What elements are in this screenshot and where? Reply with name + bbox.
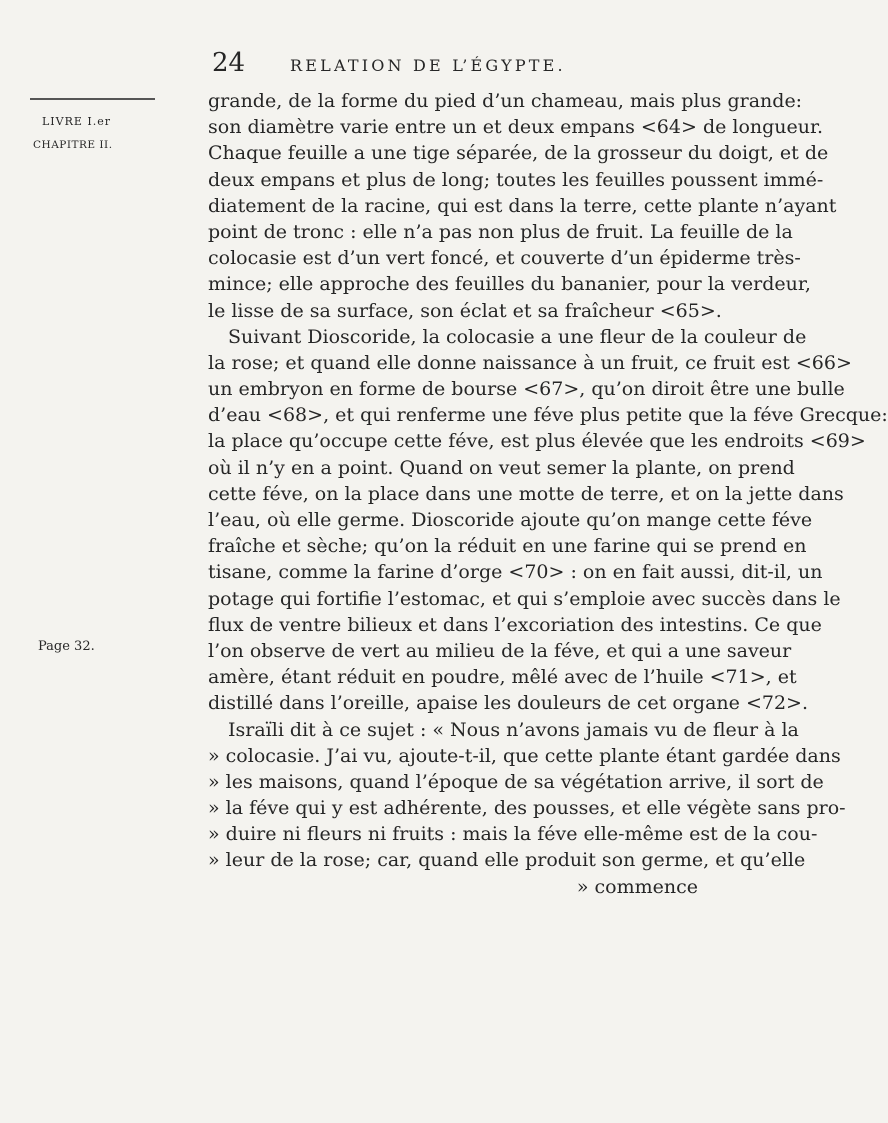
text-line: point de tronc : elle n’a pas non plus de fruit. La feuille de la	[208, 220, 793, 243]
body-text	[208, 88, 888, 900]
text-line: son diamètre varie entre un et deux empans <64> de longueur.	[208, 116, 824, 139]
text-line: Suivant Dioscoride, la colocasie a une fleur de la couleur de	[228, 325, 807, 348]
text-line: cette féve, on la place dans une motte de terre, et on la jette dans	[208, 482, 844, 505]
text-line: mince; elle approche des feuilles du bananier, pour la verdeur,	[208, 273, 811, 296]
catchword: » commence	[576, 875, 698, 898]
page-number: 24	[212, 48, 246, 78]
text-line: d’eau <68>, et qui renferme une féve plus petite que la féve Grecque:	[208, 404, 888, 427]
text-line: tisane, comme la farine d’orge <70> : on en fait aussi, dit-il, un	[208, 561, 823, 584]
text-line: potage qui fortifie l’estomac, et qui s’emploie avec succès dans le	[208, 587, 841, 610]
text-line: l’eau, où elle germe. Dioscoride ajoute qu’on mange cette féve	[208, 509, 813, 531]
text-line: un embryon en forme de bourse <67>, qu’on diroit être une bulle	[208, 378, 845, 401]
margin-chapter-label: CHAPITRE II.	[33, 139, 113, 151]
text-line: l’on observe de vert au milieu de la féve, et qui a une saveur	[208, 639, 792, 662]
text-line: fraîche et sèche; qu’on la réduit en une farine qui se prend en	[208, 535, 807, 558]
text-line: diatement de la racine, qui est dans la terre, cette plante n’ayant	[208, 194, 837, 217]
text-line: » leur de la rose; car, quand elle produit son germe, et qu’elle	[208, 849, 806, 872]
text-line: le lisse de sa surface, son éclat et sa fraîcheur <65>.	[208, 299, 722, 322]
text-line: colocasie est d’un vert foncé, et couverte d’un épiderme très-	[208, 247, 801, 270]
text-line: » duire ni fleurs ni fruits : mais la féve elle-même est de la cou-	[208, 823, 818, 846]
text-line: flux de ventre bilieux et dans l’excoriation des intestins. Ce que	[208, 613, 822, 636]
text-line: distillé dans l’oreille, apaise les douleurs de cet organe <72>.	[208, 692, 808, 715]
text-line: » colocasie. J’ai vu, ajoute-t-il, que cette plante étant gardée dans	[208, 744, 841, 767]
margin-book-label: LIVRE I.er	[42, 115, 112, 128]
text-line: » la féve qui y est adhérente, des pousses, et elle végète sans pro-	[208, 797, 846, 820]
margin-rule	[30, 98, 155, 100]
text-line: la place qu’occupe cette féve, est plus élevée que les endroits <69>	[208, 430, 866, 453]
running-title: RELATION DE L’ÉGYPTE.	[290, 56, 566, 75]
margin-page-reference: Page 32.	[38, 639, 95, 654]
text-line: Chaque feuille a une tige séparée, de la grosseur du doigt, et de	[208, 142, 829, 165]
text-line: deux empans et plus de long; toutes les feuilles poussent immé-	[208, 168, 824, 191]
text-line: grande, de la forme du pied d’un chameau, mais plus grande:	[208, 90, 803, 112]
text-line: amère, étant réduit en poudre, mêlé avec de l’huile <71>, et	[208, 666, 797, 689]
text-line: » les maisons, quand l’époque de sa végétation arrive, il sort de	[208, 770, 824, 793]
text-line: où il n’y en a point. Quand on veut semer la plante, on prend	[208, 456, 795, 479]
text-line: la rose; et quand elle donne naissance à un fruit, ce fruit est <66>	[208, 351, 852, 374]
text-line: Israïli dit à ce sujet : « Nous n’avons jamais vu de fleur à la	[228, 718, 799, 741]
